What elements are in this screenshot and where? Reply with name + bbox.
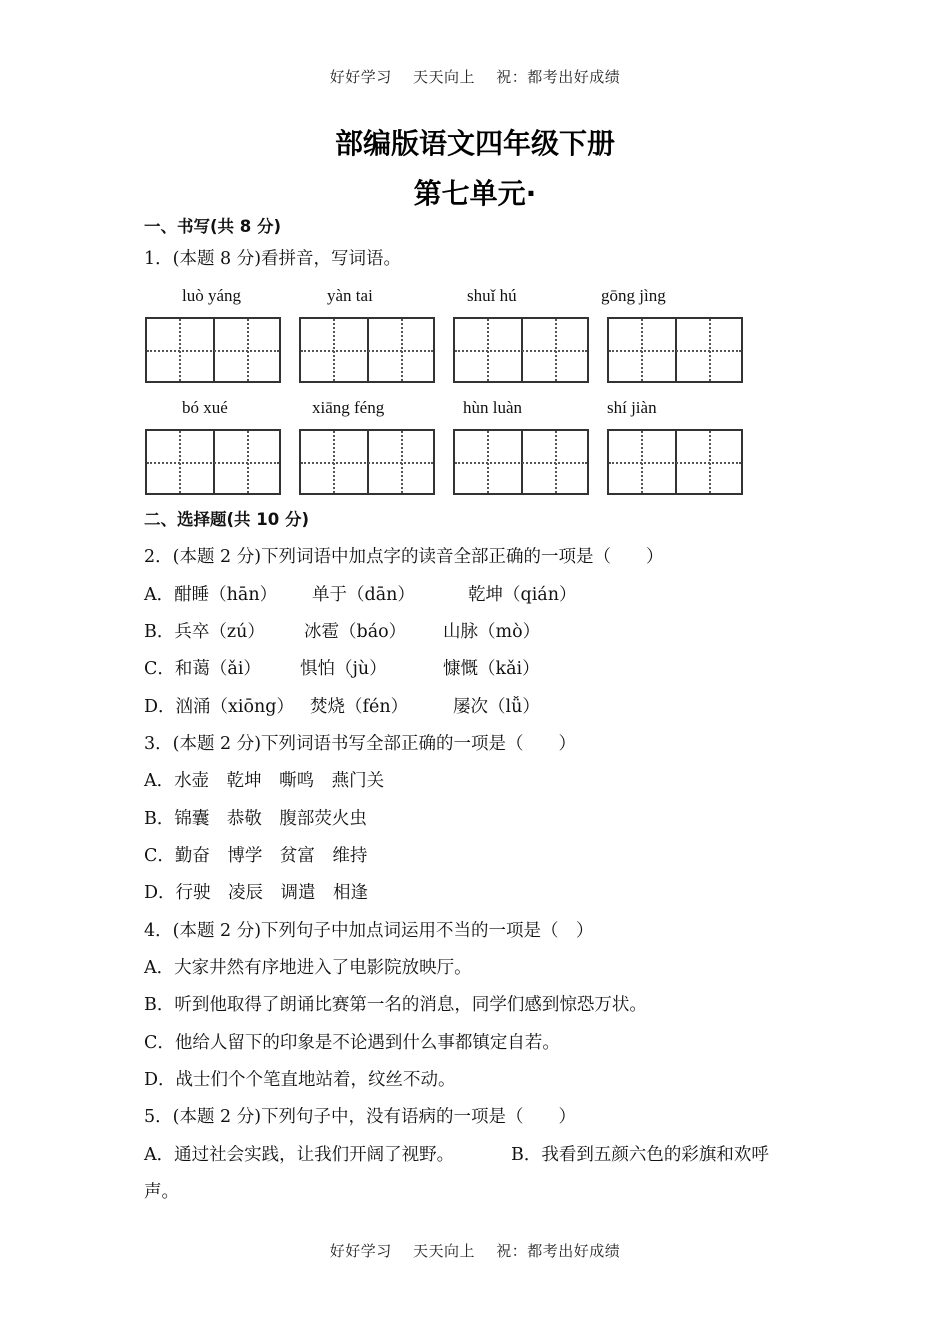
q2-d-word-2: 焚烧（fén） — [310, 697, 409, 717]
footer-motto-3: 祝：都考出好成绩 — [496, 1242, 621, 1260]
question-3-option-c: C．勤奋 博学 贫富 维持 — [144, 846, 368, 866]
question-5-option-row — [144, 1144, 769, 1166]
q2-b-word-3: 山脉（mò） — [443, 622, 541, 642]
pinyin-8: shí jiàn — [607, 398, 657, 417]
question-3-stem: 3．(本题 2 分)下列词语书写全部正确的一项是（ ） — [144, 734, 577, 754]
pinyin-2: yàn tai — [327, 286, 373, 305]
pinyin-6: xiāng féng — [312, 398, 385, 417]
q2-c-word-3: 慷慨（kǎi） — [443, 659, 540, 679]
question-3-option-a: A．水壶 乾坤 嘶鸣 燕门关 — [144, 771, 385, 791]
q2-d-word-1: D．汹涌（xiōng） — [144, 697, 295, 717]
question-4-option-b: B．听到他取得了朗诵比赛第一名的消息，同学们感到惊恐万状。 — [144, 995, 647, 1015]
footer-motto-2: 天天向上 — [412, 1242, 475, 1260]
question-2-option-a — [144, 584, 577, 606]
page-footer — [0, 1240, 950, 1261]
question-3-option-b: B．锦囊 恭敬 腹部荧火虫 — [144, 809, 367, 829]
question-2-option-c — [144, 658, 540, 680]
writing-box[interactable] — [607, 429, 743, 495]
question-4-option-d: D．战士们个个笔直地站着，纹丝不动。 — [144, 1070, 456, 1090]
question-1-stem: 1．(本题 8 分)看拼音，写词语。 — [144, 249, 402, 269]
footer-motto-1: 好好学习 — [329, 1242, 392, 1260]
unit-title: 第七单元· — [413, 177, 537, 210]
q2-c-word-1: C．和蔼（ǎi） — [144, 659, 261, 679]
document-title: 部编版语文四年级下册 — [334, 127, 615, 160]
pinyin-4: gōng jìng — [601, 286, 666, 305]
pinyin-1: luò yáng — [182, 286, 242, 305]
question-5-option-b-continued: 声。 — [144, 1182, 179, 1202]
q2-b-word-1: B．兵卒（zú） — [144, 622, 265, 642]
q2-b-word-2: 冰雹（báo） — [304, 622, 407, 642]
pinyin-3: shuǐ hú — [467, 286, 517, 305]
q2-c-word-2: 惧怕（jù） — [300, 659, 387, 679]
q5-option-a: A．通过社会实践，让我们开阔了视野。 — [144, 1145, 455, 1165]
question-5-stem: 5．(本题 2 分)下列句子中，没有语病的一项是（ ） — [144, 1107, 577, 1127]
pinyin-5: bó xué — [182, 398, 228, 417]
pinyin-7: hùn luàn — [463, 398, 523, 417]
question-2-option-d — [144, 696, 540, 718]
q2-a-word-1: A．酣睡（hān） — [144, 585, 278, 605]
question-3-option-d: D．行驶 凌辰 调遣 相逢 — [144, 883, 369, 903]
header-motto-2: 天天向上 — [412, 68, 475, 86]
writing-box[interactable] — [145, 429, 281, 495]
writing-box[interactable] — [453, 317, 589, 383]
q5-option-b: B．我看到五颜六色的彩旗和欢呼 — [511, 1145, 769, 1165]
writing-box[interactable] — [607, 317, 743, 383]
writing-box[interactable] — [453, 429, 589, 495]
header-motto-1: 好好学习 — [329, 68, 392, 86]
question-2-stem: 2．(本题 2 分)下列词语中加点字的读音全部正确的一项是（ ） — [144, 547, 664, 567]
writing-box[interactable] — [299, 429, 435, 495]
question-4-option-c: C．他给人留下的印象是不论遇到什么事都镇定自若。 — [144, 1033, 560, 1053]
header-motto-3: 祝：都考出好成绩 — [496, 68, 621, 86]
page-header — [0, 66, 950, 87]
q2-a-word-2: 单于（dān） — [312, 585, 415, 605]
writing-box[interactable] — [299, 317, 435, 383]
q2-a-word-3: 乾坤（qián） — [468, 585, 577, 605]
question-4-option-a: A．大家井然有序地进入了电影院放映厅。 — [144, 958, 472, 978]
question-4-stem: 4．(本题 2 分)下列句子中加点词运用不当的一项是（ ） — [144, 921, 594, 941]
question-2-option-b — [144, 621, 540, 643]
writing-box[interactable] — [145, 317, 281, 383]
section2-heading: 二、选择题(共 10 分) — [144, 510, 310, 529]
section1-heading: 一、书写(共 8 分) — [144, 217, 282, 236]
q2-d-word-3: 屡次（lǚ） — [453, 697, 540, 717]
